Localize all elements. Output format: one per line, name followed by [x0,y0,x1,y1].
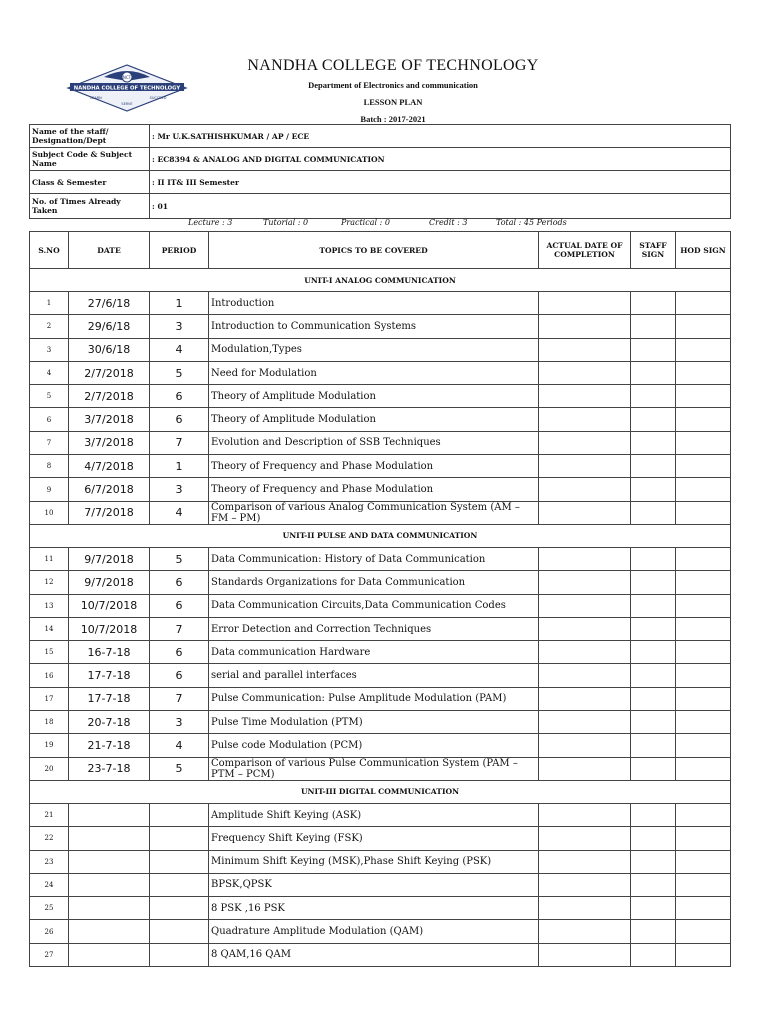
topic-cell: BPSK,QPSK [209,873,539,896]
period-cell: 4 [150,338,209,361]
sno-cell: 19 [30,734,69,757]
table-row [30,687,731,710]
hod-sign-cell [676,594,731,617]
table-row [30,361,731,384]
hod-sign-cell [676,361,731,384]
period-cell [150,920,209,943]
actual-date-cell [539,850,631,873]
sno-cell: 9 [30,478,69,501]
credit-line [29,218,730,230]
table-row [30,711,731,734]
topic-cell: Amplitude Shift Keying (ASK) [209,803,539,826]
college-logo [64,63,190,113]
hod-sign-cell [676,431,731,454]
info-row-times-taken [30,194,731,219]
staff-sign-cell [631,431,676,454]
date-cell: 4/7/2018 [69,455,150,478]
hod-sign-cell [676,827,731,850]
sno-cell: 16 [30,664,69,687]
actual-date-cell [539,385,631,408]
unit-heading-row [30,269,731,292]
date-cell [69,943,150,966]
date-cell: 23-7-18 [69,757,150,780]
date-cell: 9/7/2018 [69,547,150,570]
topic-cell: Quadrature Amplitude Modulation (QAM) [209,920,539,943]
hod-sign-cell [676,850,731,873]
actual-date-cell [539,803,631,826]
hod-sign-cell [676,501,731,524]
table-row [30,897,731,920]
period-cell [150,943,209,966]
period-cell: 7 [150,687,209,710]
sno-cell: 4 [30,361,69,384]
table-row [30,431,731,454]
staff-sign-cell [631,734,676,757]
date-cell: 7/7/2018 [69,501,150,524]
staff-sign-cell [631,803,676,826]
actual-date-cell [539,594,631,617]
staff-sign-cell [631,547,676,570]
staff-sign-cell [631,594,676,617]
period-cell: 7 [150,617,209,640]
hod-sign-cell [676,571,731,594]
credit-count: Credit : 3 [429,218,468,227]
topic-cell: Pulse code Modulation (PCM) [209,734,539,757]
staff-sign-cell [631,338,676,361]
staff-sign-cell [631,292,676,315]
staff-sign-cell [631,897,676,920]
table-row [30,803,731,826]
actual-date-cell [539,920,631,943]
sno-cell: 8 [30,455,69,478]
info-label: No. of Times Already Taken [30,194,150,219]
actual-date-cell [539,501,631,524]
date-cell: 20-7-18 [69,711,150,734]
topic-cell: Introduction to Communication Systems [209,315,539,338]
date-cell [69,897,150,920]
table-row [30,455,731,478]
period-cell: 3 [150,478,209,501]
table-row [30,478,731,501]
sno-cell: 17 [30,687,69,710]
unit-heading-row [30,524,731,547]
actual-date-cell [539,292,631,315]
topic-cell: Theory of Frequency and Phase Modulation [209,455,539,478]
topic-cell: serial and parallel interfaces [209,664,539,687]
topic-cell: Modulation,Types [209,338,539,361]
period-cell: 3 [150,711,209,734]
sno-cell: 10 [30,501,69,524]
col-header-sno: S.NO [30,232,69,269]
staff-sign-cell [631,873,676,896]
table-row [30,873,731,896]
logo-motto-1: LEARN [90,96,102,100]
info-value: : EC8394 & ANALOG AND DIGITAL COMMUNICATION [150,148,731,171]
document-title: LESSON PLAN [363,97,423,107]
sno-cell: 20 [30,757,69,780]
table-row [30,757,731,780]
period-cell: 5 [150,361,209,384]
table-row [30,408,731,431]
actual-date-cell [539,641,631,664]
staff-sign-cell [631,920,676,943]
sno-cell: 5 [30,385,69,408]
tutorial-credit: Tutorial : 0 [263,218,309,227]
staff-sign-cell [631,641,676,664]
col-header-date: DATE [69,232,150,269]
period-cell [150,873,209,896]
sno-cell: 18 [30,711,69,734]
table-row [30,338,731,361]
date-cell: 3/7/2018 [69,408,150,431]
period-cell: 6 [150,571,209,594]
sno-cell: 22 [30,827,69,850]
col-header-hod-sign: HOD SIGN [676,232,731,269]
topic-cell: Frequency Shift Keying (FSK) [209,827,539,850]
staff-sign-cell [631,315,676,338]
actual-date-cell [539,664,631,687]
period-cell: 1 [150,455,209,478]
hod-sign-cell [676,315,731,338]
col-header-period: PERIOD [150,232,209,269]
unit-title: UNIT-II PULSE AND DATA COMMUNICATION [30,524,731,547]
topic-cell: Theory of Amplitude Modulation [209,408,539,431]
period-cell: 5 [150,547,209,570]
topic-cell: Theory of Frequency and Phase Modulation [209,478,539,501]
department-name: Department of Electronics and communication [308,80,478,90]
topic-cell: Comparison of various Analog Communication System (AM – FM – PM) [209,501,539,524]
date-cell: 6/7/2018 [69,478,150,501]
actual-date-cell [539,431,631,454]
sno-cell: 7 [30,431,69,454]
period-cell: 3 [150,315,209,338]
date-cell: 27/6/18 [69,292,150,315]
staff-sign-cell [631,408,676,431]
topic-cell: Comparison of various Pulse Communication System (PAM – PTM – PCM) [209,757,539,780]
table-row [30,734,731,757]
topic-cell: Evolution and Description of SSB Techniques [209,431,539,454]
actual-date-cell [539,455,631,478]
table-row [30,641,731,664]
date-cell [69,920,150,943]
staff-sign-cell [631,827,676,850]
sno-cell: 1 [30,292,69,315]
table-row [30,827,731,850]
sno-cell: 14 [30,617,69,640]
actual-date-cell [539,757,631,780]
logo-motto-2: SERVE [121,102,133,106]
period-cell: 5 [150,757,209,780]
sno-cell: 2 [30,315,69,338]
topic-cell: Error Detection and Correction Techniques [209,617,539,640]
sno-cell: 24 [30,873,69,896]
actual-date-cell [539,687,631,710]
info-label: Subject Code & Subject Name [30,148,150,171]
period-cell [150,827,209,850]
hod-sign-cell [676,547,731,570]
table-row [30,571,731,594]
date-cell [69,873,150,896]
actual-date-cell [539,478,631,501]
date-cell: 3/7/2018 [69,431,150,454]
unit-title: UNIT-III DIGITAL COMMUNICATION [30,780,731,803]
topic-cell: Pulse Time Modulation (PTM) [209,711,539,734]
staff-sign-cell [631,571,676,594]
staff-sign-cell [631,850,676,873]
sno-cell: 12 [30,571,69,594]
actual-date-cell [539,873,631,896]
actual-date-cell [539,711,631,734]
sno-cell: 15 [30,641,69,664]
topic-cell: Data Communication: History of Data Communication [209,547,539,570]
date-cell: 16-7-18 [69,641,150,664]
sno-cell: 13 [30,594,69,617]
period-cell [150,897,209,920]
date-cell: 10/7/2018 [69,594,150,617]
hod-sign-cell [676,943,731,966]
info-row-staff [30,125,731,148]
period-cell: 4 [150,501,209,524]
date-cell: 21-7-18 [69,734,150,757]
course-info-table [29,124,731,219]
staff-sign-cell [631,501,676,524]
date-cell: 9/7/2018 [69,571,150,594]
staff-sign-cell [631,757,676,780]
date-cell [69,827,150,850]
actual-date-cell [539,827,631,850]
college-name: NANDHA COLLEGE OF TECHNOLOGY [247,57,539,74]
logo-banner-text: NANDHA COLLEGE OF TECHNOLOGY [73,85,181,92]
actual-date-cell [539,897,631,920]
sno-cell: 6 [30,408,69,431]
info-label: Name of the staff/ Designation/Dept [30,125,150,148]
info-label: Class & Semester [30,171,150,194]
date-cell [69,850,150,873]
table-row [30,617,731,640]
topic-cell: Need for Modulation [209,361,539,384]
topic-cell: Data Communication Circuits,Data Communication Codes [209,594,539,617]
actual-date-cell [539,408,631,431]
topic-cell: Standards Organizations for Data Communication [209,571,539,594]
topic-cell: Introduction [209,292,539,315]
col-header-topics: TOPICS TO BE COVERED [209,232,539,269]
topic-cell: Data communication Hardware [209,641,539,664]
period-cell: 1 [150,292,209,315]
date-cell: 17-7-18 [69,687,150,710]
hod-sign-cell [676,641,731,664]
info-row-class [30,171,731,194]
date-cell: 29/6/18 [69,315,150,338]
table-row [30,292,731,315]
table-header-row [30,232,731,269]
table-row [30,943,731,966]
hod-sign-cell [676,920,731,943]
staff-sign-cell [631,361,676,384]
staff-sign-cell [631,687,676,710]
batch-label: Batch : 2017-2021 [360,114,426,124]
hod-sign-cell [676,897,731,920]
table-row [30,315,731,338]
lesson-plan-table [29,231,731,967]
lecture-credit: Lecture : 3 [188,218,233,227]
topic-cell: Pulse Communication: Pulse Amplitude Modulation (PAM) [209,687,539,710]
date-cell: 30/6/18 [69,338,150,361]
info-value: : II IT& III Semester [150,171,731,194]
hod-sign-cell [676,338,731,361]
date-cell: 10/7/2018 [69,617,150,640]
staff-sign-cell [631,664,676,687]
hod-sign-cell [676,803,731,826]
hod-sign-cell [676,711,731,734]
hod-sign-cell [676,757,731,780]
logo-emblem-text: NCT [122,75,132,80]
hod-sign-cell [676,292,731,315]
table-row [30,501,731,524]
actual-date-cell [539,734,631,757]
sno-cell: 26 [30,920,69,943]
period-cell: 6 [150,385,209,408]
info-row-subject [30,148,731,171]
unit-title: UNIT-I ANALOG COMMUNICATION [30,269,731,292]
hod-sign-cell [676,734,731,757]
date-cell: 2/7/2018 [69,385,150,408]
actual-date-cell [539,361,631,384]
hod-sign-cell [676,664,731,687]
sno-cell: 23 [30,850,69,873]
table-row [30,594,731,617]
date-cell [69,803,150,826]
hod-sign-cell [676,687,731,710]
sno-cell: 27 [30,943,69,966]
period-cell: 7 [150,431,209,454]
hod-sign-cell [676,408,731,431]
col-header-staff-sign: STAFF SIGN [631,232,676,269]
staff-sign-cell [631,943,676,966]
total-periods: Total : 45 Periods [496,218,567,227]
actual-date-cell [539,571,631,594]
topic-cell: 8 PSK ,16 PSK [209,897,539,920]
topic-cell: Theory of Amplitude Modulation [209,385,539,408]
actual-date-cell [539,547,631,570]
sno-cell: 3 [30,338,69,361]
sno-cell: 11 [30,547,69,570]
hod-sign-cell [676,455,731,478]
actual-date-cell [539,315,631,338]
table-row [30,920,731,943]
table-row [30,850,731,873]
hod-sign-cell [676,385,731,408]
period-cell: 6 [150,594,209,617]
staff-sign-cell [631,617,676,640]
actual-date-cell [539,943,631,966]
period-cell: 4 [150,734,209,757]
period-cell [150,850,209,873]
sno-cell: 21 [30,803,69,826]
staff-sign-cell [631,455,676,478]
hod-sign-cell [676,478,731,501]
info-value: : Mr U.K.SATHISHKUMAR / AP / ECE [150,125,731,148]
info-value: : 01 [150,194,731,219]
topic-cell: Minimum Shift Keying (MSK),Phase Shift Keying (PSK) [209,850,539,873]
actual-date-cell [539,338,631,361]
actual-date-cell [539,617,631,640]
staff-sign-cell [631,385,676,408]
practical-credit: Practical : 0 [341,218,390,227]
table-row [30,664,731,687]
period-cell [150,803,209,826]
unit-heading-row [30,780,731,803]
sno-cell: 25 [30,897,69,920]
date-cell: 17-7-18 [69,664,150,687]
hod-sign-cell [676,617,731,640]
staff-sign-cell [631,478,676,501]
table-row [30,547,731,570]
period-cell: 6 [150,641,209,664]
period-cell: 6 [150,664,209,687]
hod-sign-cell [676,873,731,896]
table-row [30,385,731,408]
col-header-actual-date: ACTUAL DATE OF COMPLETION [539,232,631,269]
period-cell: 6 [150,408,209,431]
date-cell: 2/7/2018 [69,361,150,384]
logo-motto-3: SUCCEED [149,96,167,100]
topic-cell: 8 QAM,16 QAM [209,943,539,966]
staff-sign-cell [631,711,676,734]
